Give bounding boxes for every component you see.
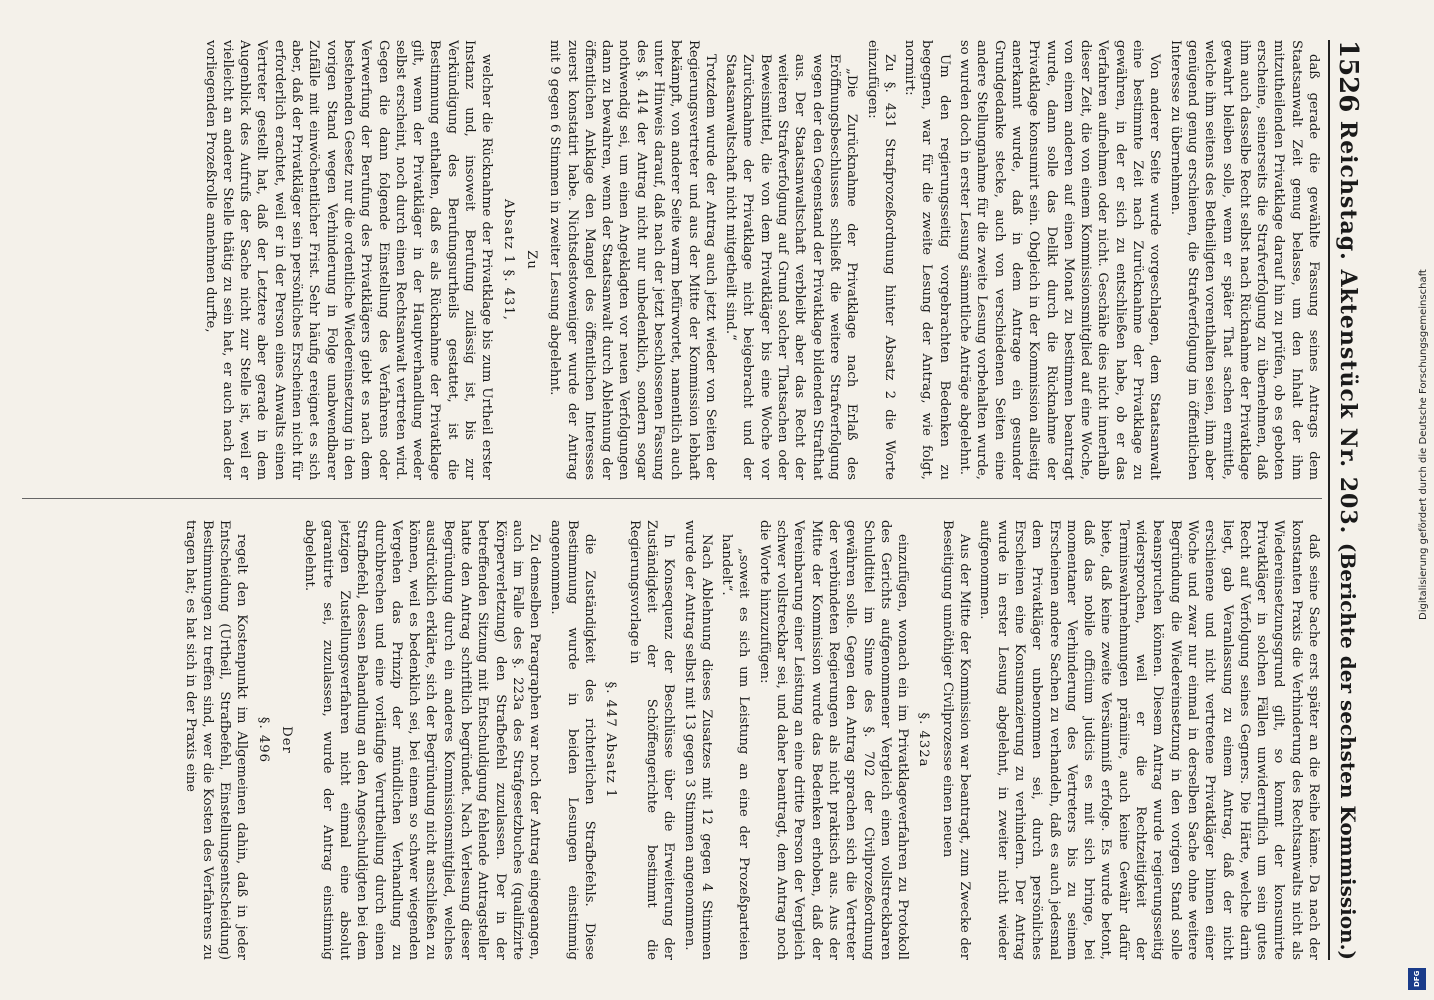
- paragraph: einzufügen, wonach ein im Privatklageverfahren zu Protokoll des Gerichts aufgenommener Vergleich einen vollstreckbaren Schuldtitel im Sinne des §. 702 der Civilprozeßordnung gewähren solle. Gegen den Antrag sprachen sich die Vertreter der verbündeten Regierungen als nicht praktisch aus. Aus der Mitte der Kommission wurde das Bedenken erhoben, daß der Vereinbarung einer Leistung an eine dritte Person der Vergleich schwer vollstreckbar sei, und daher beantragt, dem Antrag noch die Worte hinzuzufügen:: [756, 520, 911, 960]
- paragraph: daß gerade die gewählte Fassung seines Antrags dem Staatsanwalt Zeit genug belasse, um den Inhalt der ihm mitzutheilenden Privatklage darauf hin zu prüfen, ob es geboten erscheine, seinerseits die Strafverfolgung zu übernehmen, daß ihm auch dasselbe Recht selbst nach Rücknahme der Privatklage gewahrt bleiben solle, wenn er später That sachen ermittle, welche ihm seitens des Betheiligten vorenthalten seien, ihm aber genügend genug erschienen, die Strafverfolgung im öffentlichen Interesse zu übernehmen.: [1167, 40, 1321, 480]
- paragraph: Nach Ablehnung dieses Zusatzes mit 12 gegen 4 Stimmen wurde der Antrag selbst mit 13 gegen 3 Stimmen angenommen.: [681, 520, 714, 960]
- paragraph: welcher die Rücknahme der Privatklage bis zum Urtheil erster Instanz und, insoweit Berufung zulässig ist, bis zur Verkündigung des Berufungsurtheils gestattet, ist die Bestimmung enthalten, daß es als Rücknahme der Privatklage gilt, wenn der Privatkläger in der Hauptverhandlung weder selbst erscheint, noch durch einen Rechtsanwalt vertreten wird. Gegen die dann folgende Einstellung des Verfahrens oder Verwerfung der Berufung des Privatklägers giebt es nach dem bestehenden Gesetz nur die ordentliche Wiedereinsetzung in den vorigen Stand wegen Verhinderung in Folge unabwendbarer Zufälle mit einwöchentlicher Frist. Sehr häufig ereignet es sich aber, daß der Privatkläger sein persönliches Erscheinen nicht für erforderlich erachtet, weil er in der Person eines Anwalts einen Vertreter gestellt hat, daß der Letztere aber gerade in dem Augenblick des Aufrufs der Sache nicht zur Stelle ist, weil er vielleicht an anderer Stelle thätig zu sein hat, er auch nach der vorliegenden Prozeßrolle annehmen durfte,: [202, 40, 495, 480]
- page-subtitle: (Berichte der sechsten Kommission.): [1336, 542, 1360, 960]
- paragraph: daß seine Sache erst später an die Reihe käme. Da nach der konstanten Praxis die Verhinderung des Rechtsanwalts nicht als Wiedereinsetzungsgrund gilt, so kommt der konsumirte Privatkläger in solchen Fällen unwiderruflich um sein gutes Recht auf Verfolgung seines Gegners. Die Härte, welche darin liegt, gab Veranlassung zu einem Antrag, daß der nicht erschienene und nicht vertretene Privatkläger binnen einer Woche und zwar nur einmal in derselben Sache ohne weitere Begründung die Wiedereinsetzung in den vorigen Stand solle beanspruchen können. Diesem Antrag wurde regierungsseitig widersprochen, weil er die Rechtzeitigkeit der Terminswahrnehmungen prämiire, auch keine Gewähr dafür biete, daß keine zweite Versäumniß erfolge. Es wurde betont, daß das nobile officium judicis es mit sich bringe, bei momentaner Verhinderung des Vertreters bis zu seinem Erscheinen andere Sachen zu verhandeln, daß es auch jedesmal dem Privatkläger unbenommen sei, durch persönliches Erscheinen eine Konsumazierung zu verhindern. Der Antrag wurde in erster Lesung abgelehnt, in zweiter nicht wieder aufgenommen.: [977, 520, 1321, 960]
- section-heading: Absatz 1 §. 431,: [500, 199, 516, 321]
- section-heading: §. 447 Absatz 1: [603, 681, 619, 799]
- dfg-logo: DFG: [1408, 968, 1426, 990]
- paragraph: die Zuständigkeit des richterlichen Strafbefehls. Diese Bestimmung wurde in beiden Lesungen einstimmig angenommen.: [547, 520, 598, 960]
- section-heading: Der: [279, 726, 295, 754]
- paragraph: Aus der Mitte der Kommission war beantragt, zum Zwecke der Beseitigung unnöthiger Civilprozesse einen neuen: [939, 520, 973, 960]
- paragraph: Von anderer Seite wurde vorgeschlagen, dem Staatsanwalt eine bestimmte Zeit nach Zurücknahme der Privatklage zu gewähren, in der er sich zu entschließen habe, ob er das Verfahren aufnehmen oder nicht. Geschähe dies nicht innerhalb dieser Zeit, die von einem Kommissionsmitglied auf eine Woche, von einem anderen auf einen Monat zu bestimmen beantragt wurde, dann solle das Delikt durch die Rücknahme der Privatklage konsumirt sein. Obgleich in der Kommission allseitig anerkannt wurde, daß in dem Antrage ein gesunder Grundgedanke stecke, auch von verschiedenen Seiten eine andere Stellungnahme für die zweite Lesung vorbehalten wurde, so wurden doch in erster Lesung sämmtliche Anträge abgelehnt.: [957, 40, 1163, 480]
- paragraph: In Konsequenz der Beschlüsse über die Erweiterung der Zuständigkeit der Schöffengerichte bestimmt die Regierungsvorlage in: [626, 520, 677, 960]
- page-header: [1328, 40, 1366, 960]
- paragraph: „Die Zurücknahme der Privatklage nach Erlaß des Eröffnungsbeschlusses schließt die weitere Strafverfolgung wegen der den Gegenstand der Privatklage bildenden Strafthat aus. Der Staatsanwaltschaft verbleibt aber das Recht der weiteren Strafverfolgung auf Grund solcher Thatsachen oder Beweismittel, die von dem Privatkläger bis eine Woche vor Zurücknahme der Privatklage nicht beigebracht und der Staatsanwaltschaft nicht mitgetheilt sind.“: [723, 54, 860, 480]
- page-title: Reichstag. Aktenstück Nr. 203.: [1335, 120, 1361, 535]
- digitization-credit: Digitalisierung gefördert durch die Deutsche Forschungsgemeinschaft: [1418, 269, 1429, 620]
- paragraph: „soweit es sich um Leistung an eine der Prozeßparteien handelt“.: [719, 534, 752, 960]
- column-divider: [22, 498, 1322, 499]
- paragraph: regelt den Kostenpunkt im Allgemeinen dahin, daß in jeder Entscheidung (Urtheil, Strafbefehl, Einstellungsentscheidung) Bestimmungen zu treffen sind, wer die Kosten des Verfahrens zu tragen hat; es hat sich in der Praxis eine: [182, 520, 250, 960]
- section-heading: §. 432a: [916, 712, 932, 768]
- right-text-column: [22, 520, 1322, 960]
- page-number: 1526: [1333, 40, 1363, 113]
- paragraph: Trotzdem wurde der Antrag auch jetzt wieder von Seiten der Regierungsvertreter und aus der Mitte der Kommission lebhaft bekämpft, von anderer Seite warm befürwortet, namentlich auch unter Hinweis darauf, daß nach der jetzt beschlossenen Fassung des §. 414 der Antrag nicht nur unbedenklich, sondern sogar nothwendig sei, um einen Angeklagten vor neuen Verfolgungen dann zu bewahren, wenn der Staatsanwalt durch Ablehnung der öffentlichen Anklage den Mangel des öffentlichen Interesses zuerst konstatirt habe. Nichtsdestoweniger wurde der Antrag mit 9 gegen 6 Stimmen in zweiter Lesung abgelehnt.: [547, 40, 718, 480]
- paragraph: Um den regierungsseitig vorgebrachten Bedenken zu begegnen, war für die zweite Lesung der Antrag, wie folgt, normirt:: [902, 40, 952, 480]
- left-text-column: [22, 40, 1322, 480]
- section-heading: §. 496: [255, 716, 271, 764]
- paragraph: Zu §. 431 Strafprozeßordnung hinter Absatz 2 die Worte einzufügen:: [864, 40, 897, 480]
- paragraph: Zu demselben Paragraphen war noch der Antrag eingegangen, auch im Falle des §. 223a des Strafgesetzbuches (qualifizirte Körperverletzung) den Strafbefehl zuzulassen. Der in der betreffenden Sitzung mit Entschuldigung fehlende Antragsteller hatte den Antrag schriftlich begründet. Nach Verlesung dieser Begründung durch ein anderes Kommissionsmitglied, welches ausdrücklich erklärte, sich der Begründung nicht anschließen zu können, weil es bedenklich sei, bei einem so schwer wiegenden Vergehen das Prinzip der mündlichen Verhandlung zu durchbrechen und eine vorläufige Verurtheilung durch einen Strafbefehl, dessen Behandlung an den Angeschuldigten bei dem jetzigen Zustellungsverfahren nicht einmal eine absolut garantirte sei, zuzulassen, wurde der Antrag einstimmig abgelehnt.: [302, 520, 543, 960]
- section-heading: Zu: [523, 250, 539, 270]
